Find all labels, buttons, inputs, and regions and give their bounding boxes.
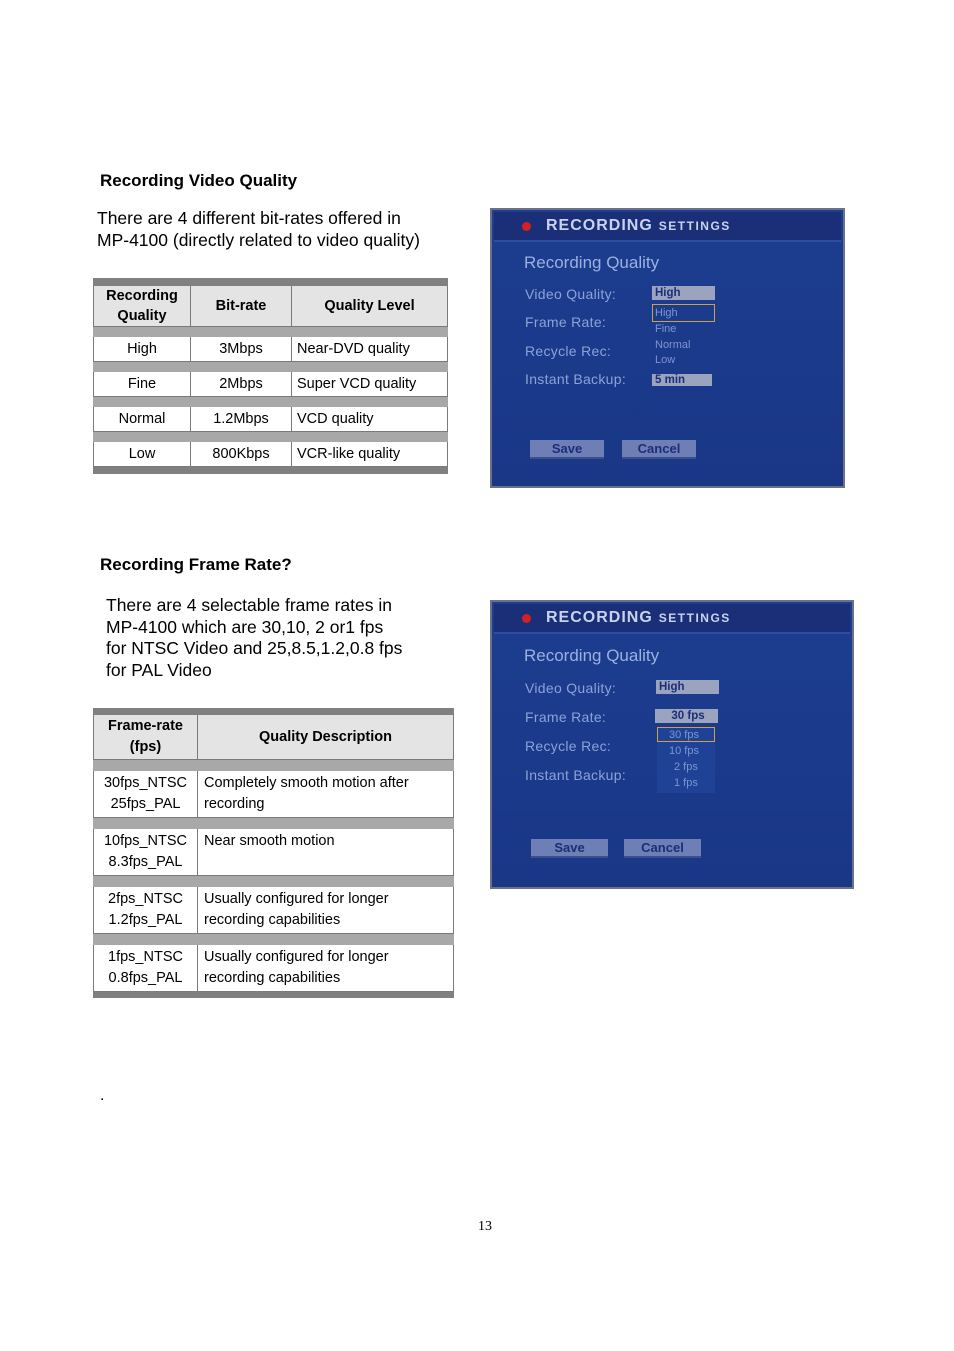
header-text: Frame-rate: [108, 718, 183, 734]
recording-settings-screenshot-quality: [490, 208, 845, 488]
table-row: [94, 829, 454, 876]
cell-description: [198, 945, 454, 992]
dropdown-option[interactable]: 10 fps: [669, 745, 699, 757]
table-row: [94, 771, 454, 818]
frame-rate-table: [93, 708, 454, 998]
header-text: (fps): [129, 739, 162, 755]
fps-pal: 8.3fps_PAL: [108, 854, 183, 870]
stray-period: .: [100, 1087, 105, 1104]
dropdown-option[interactable]: 30 fps: [669, 729, 699, 741]
desc-line: Completely smooth motion after: [204, 775, 409, 791]
record-dot-icon: [522, 614, 531, 623]
dropdown-option[interactable]: Low: [655, 354, 676, 366]
cell-quality: Normal: [94, 407, 191, 432]
cell-description: [198, 887, 454, 934]
settings-subtitle: Recording Quality: [524, 253, 660, 272]
title-text: RECORDING: [546, 609, 653, 626]
section-heading-video-quality: Recording Video Quality: [100, 171, 298, 190]
cell-quality: Low: [94, 442, 191, 467]
cell-fps: [94, 945, 198, 992]
header-frame-rate: [94, 715, 198, 760]
label-recycle-rec: Recycle Rec:: [525, 343, 612, 359]
cell-quality: High: [94, 337, 191, 362]
table-row: [94, 945, 454, 992]
cancel-button[interactable]: Cancel: [624, 839, 701, 858]
header-quality-description: Quality Description: [198, 715, 454, 760]
table-row: [94, 337, 448, 362]
settings-title-bar: [494, 212, 841, 242]
dropdown-option[interactable]: High: [655, 307, 678, 319]
video-quality-paragraph: [97, 208, 420, 251]
cell-bitrate: 3Mbps: [191, 337, 292, 362]
header-quality-level: Quality Level: [292, 286, 448, 327]
recording-settings-screenshot-frame-rate: [490, 600, 854, 889]
fps-pal: 1.2fps_PAL: [108, 912, 183, 928]
dropdown-option[interactable]: 2 fps: [674, 761, 698, 773]
video-quality-select[interactable]: High: [656, 680, 719, 694]
settings-title: [546, 217, 731, 235]
desc-line: recording capabilities: [204, 912, 341, 928]
settings-title-bar: [494, 604, 850, 634]
header-recording-quality: [94, 286, 191, 327]
save-button[interactable]: Save: [531, 839, 608, 858]
paragraph-line: There are 4 selectable frame rates in: [106, 595, 392, 615]
dropdown-option[interactable]: Fine: [655, 323, 677, 335]
cell-level: Super VCD quality: [292, 372, 448, 397]
paragraph-line: for NTSC Video and 25,8.5,1.2,0.8 fps: [106, 638, 403, 658]
fps-ntsc: 10fps_NTSC: [103, 833, 187, 849]
paragraph-line: MP-4100 (directly related to video quality): [97, 229, 420, 250]
cell-fps: [94, 887, 198, 934]
paragraph-line: MP-4100 which are 30,10, 2 or1 fps: [106, 616, 384, 637]
label-video-quality: Video Quality:: [525, 286, 617, 302]
section-heading-frame-rate: Recording Frame Rate?: [100, 555, 292, 574]
settings-subtitle: Recording Quality: [524, 646, 660, 665]
frame-rate-paragraph: [106, 595, 402, 681]
record-dot-icon: [522, 222, 531, 231]
paragraph-line: There are 4 different bit-rates offered in: [97, 208, 401, 228]
desc-line: recording capabilities: [204, 970, 341, 986]
frame-rate-select[interactable]: 30 fps: [655, 709, 718, 723]
dropdown-option[interactable]: 1 fps: [674, 777, 698, 789]
cell-quality: Fine: [94, 372, 191, 397]
table-row: [94, 442, 448, 467]
cell-fps: [94, 771, 198, 818]
label-instant-backup: Instant Backup:: [525, 371, 627, 387]
table-row: [94, 407, 448, 432]
label-recycle-rec: Recycle Rec:: [525, 738, 612, 754]
label-frame-rate: Frame Rate:: [525, 314, 607, 330]
fps-pal: 25fps_PAL: [110, 796, 181, 812]
video-quality-select[interactable]: High: [652, 286, 715, 300]
cell-level: Near-DVD quality: [292, 337, 448, 362]
cell-level: VCD quality: [292, 407, 448, 432]
cell-bitrate: 800Kbps: [191, 442, 292, 467]
save-button[interactable]: Save: [530, 440, 604, 459]
fps-ntsc: 30fps_NTSC: [103, 775, 187, 791]
cancel-button[interactable]: Cancel: [622, 440, 696, 459]
cell-description: [198, 829, 454, 876]
label-instant-backup: Instant Backup:: [525, 767, 627, 783]
paragraph-line: for PAL Video: [106, 659, 212, 680]
cell-level: VCR-like quality: [292, 442, 448, 467]
label-frame-rate: Frame Rate:: [525, 709, 607, 725]
desc-line: Usually configured for longer: [204, 949, 389, 965]
cell-fps: [94, 829, 198, 876]
fps-pal: 0.8fps_PAL: [108, 970, 183, 986]
settings-title: [546, 609, 731, 627]
bitrate-table: [93, 278, 448, 474]
cell-bitrate: 1.2Mbps: [191, 407, 292, 432]
fps-ntsc: 1fps_NTSC: [108, 949, 183, 965]
title-text: RECORDING: [546, 217, 653, 234]
page-number: 13: [478, 1219, 492, 1234]
cell-bitrate: 2Mbps: [191, 372, 292, 397]
desc-line: Usually configured for longer: [204, 891, 389, 907]
desc-line: Near smooth motion: [204, 833, 335, 849]
dropdown-option[interactable]: Normal: [655, 339, 691, 351]
cell-description: [198, 771, 454, 818]
header-text: Recording: [106, 288, 178, 304]
table-row: [94, 887, 454, 934]
fps-ntsc: 2fps_NTSC: [108, 891, 183, 907]
title-small-text: SETTINGS: [658, 219, 731, 233]
header-text: Quality: [117, 308, 167, 324]
table-row: [94, 372, 448, 397]
desc-line: recording: [204, 796, 265, 812]
title-small-text: SETTINGS: [658, 611, 731, 625]
instant-backup-select[interactable]: 5 min: [652, 374, 712, 386]
header-bitrate: Bit-rate: [191, 286, 292, 327]
label-video-quality: Video Quality:: [525, 680, 617, 696]
